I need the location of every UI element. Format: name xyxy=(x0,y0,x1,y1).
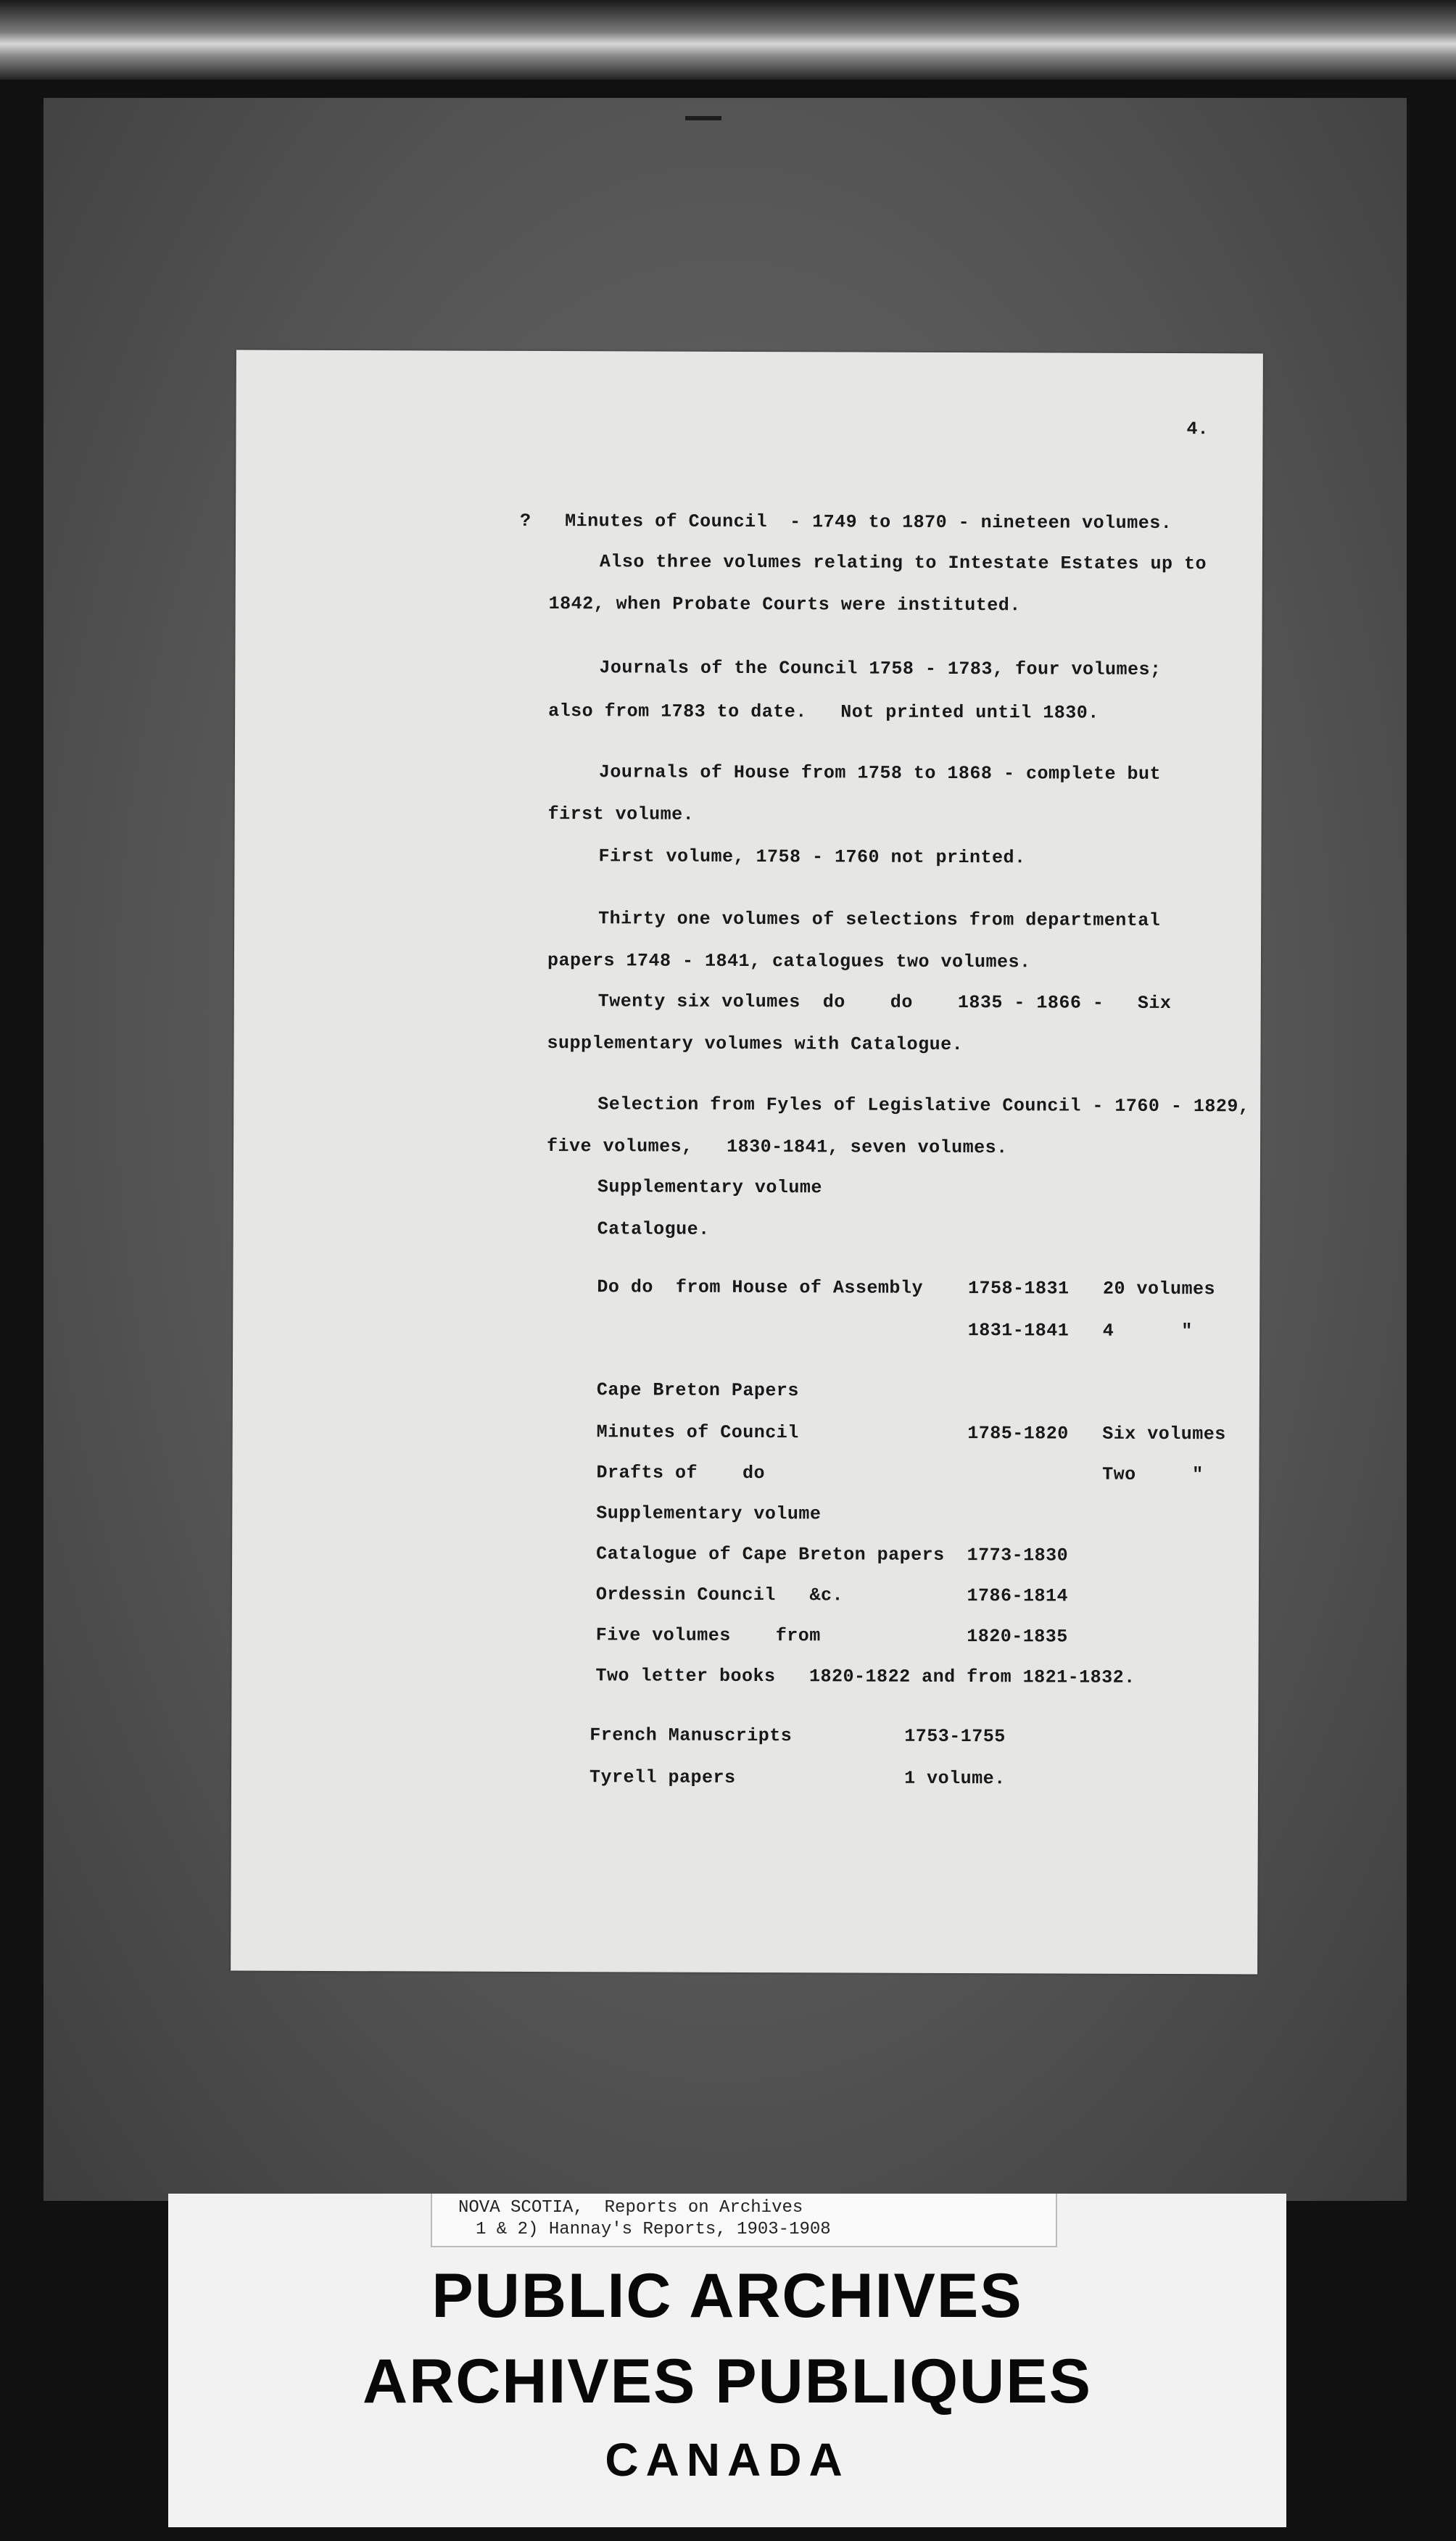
reference-slip xyxy=(431,2194,1057,2247)
doc-line: 1831-1841 4 " xyxy=(597,1318,1193,1342)
doc-line: Two letter books 1820-1822 and from 1821-1832. xyxy=(595,1665,1136,1688)
reference-line-2: 1 & 2) Hannay's Reports, 1903-1908 xyxy=(476,2220,831,2239)
board-tab-mark xyxy=(685,116,721,120)
typed-document-page xyxy=(231,350,1263,1975)
doc-line: five volumes, 1830-1841, seven volumes. xyxy=(547,1136,1008,1159)
doc-line: French Manuscripts 1753-1755 xyxy=(590,1724,1006,1748)
doc-line: Do do from House of Assembly 1758-1831 20 volumes xyxy=(597,1276,1216,1300)
doc-line: Ordessin Council &c. 1786-1814 xyxy=(595,1584,1069,1607)
doc-line: Cape Breton Papers xyxy=(596,1379,799,1402)
doc-line: Five volumes from 1820-1835 xyxy=(595,1624,1068,1648)
film-edge-strip xyxy=(0,0,1456,80)
stamp-line-3: CANADA xyxy=(605,2434,850,2486)
doc-line: 1842, when Probate Courts were instituted. xyxy=(548,593,1021,616)
doc-line: Journals of the Council 1758 - 1783, four volumes; xyxy=(599,657,1162,680)
doc-line: First volume, 1758 - 1760 not printed. xyxy=(598,846,1026,869)
doc-line: ? Minutes of Council - 1749 to 1870 - nineteen volumes. xyxy=(520,510,1172,534)
doc-line: Also three volumes relating to Intestate Estates up to xyxy=(599,551,1207,575)
stamp-line-1: PUBLIC ARCHIVES xyxy=(431,2261,1023,2331)
doc-line: Supplementary volume xyxy=(597,1176,822,1199)
reference-line-1: NOVA SCOTIA, Reports on Archives xyxy=(458,2198,803,2218)
doc-line: Minutes of Council 1785-1820 Six volumes xyxy=(596,1421,1226,1445)
doc-line: Thirty one volumes of selections from departmental xyxy=(598,908,1161,931)
doc-line: Drafts of do Two " xyxy=(596,1462,1204,1486)
archive-label-card xyxy=(168,2194,1286,2527)
doc-line: Supplementary volume xyxy=(596,1503,822,1525)
doc-line: Catalogue of Cape Breton papers 1773-1830 xyxy=(596,1543,1069,1566)
doc-line: Journals of House from 1758 to 1868 - complete but xyxy=(598,761,1162,785)
page-number: 4. xyxy=(1186,418,1209,440)
doc-line: first volume. xyxy=(547,803,695,825)
doc-line: supplementary volumes with Catalogue. xyxy=(547,1033,964,1056)
doc-line: also from 1783 to date. Not printed until 1830. xyxy=(548,701,1099,724)
stamp-line-2: ARCHIVES PUBLIQUES xyxy=(362,2347,1093,2416)
doc-line: Selection from Fyles of Legislative Council - 1760 - 1829, xyxy=(597,1094,1250,1117)
doc-line: Tyrell papers 1 volume. xyxy=(589,1767,1006,1790)
doc-line: papers 1748 - 1841, catalogues two volumes. xyxy=(547,950,1031,973)
doc-line: Catalogue. xyxy=(597,1218,710,1240)
doc-line: Twenty six volumes do do 1835 - 1866 - Six xyxy=(597,991,1172,1015)
